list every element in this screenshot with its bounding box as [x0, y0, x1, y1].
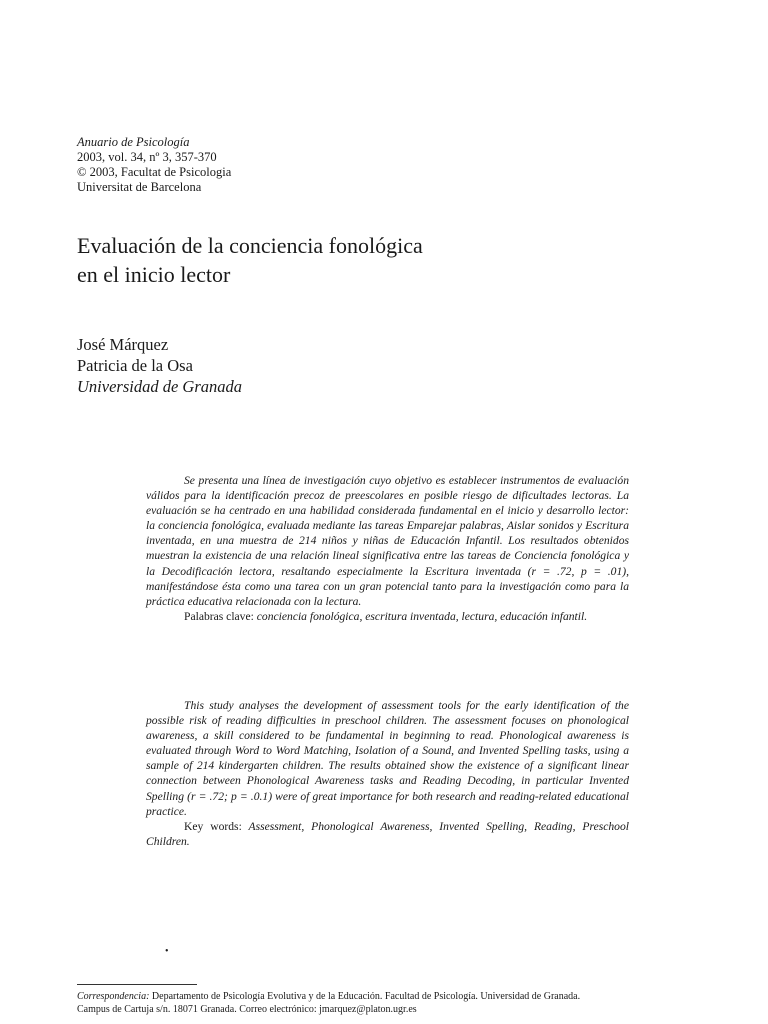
- footnote-label: Correspondencia:: [77, 991, 150, 1002]
- keywords-english: [146, 819, 629, 849]
- title-line-2: en el inicio lector: [77, 262, 231, 287]
- abstract-english: [146, 698, 629, 849]
- journal-header: [77, 135, 231, 195]
- footnote-line-1: [77, 991, 717, 1004]
- journal-copyright: © 2003, Facultat de Psicologia: [77, 165, 232, 179]
- keywords-list: Assessment, Phonological Awareness, Invented Spelling, Reading, Preschool Children.: [146, 819, 629, 848]
- journal-name: Anuario de Psicología: [77, 135, 190, 149]
- abstract-english-text: This study analyses the development of assessment tools for the early identification of the possible risk of reading difficulties in preschool children. The assessment focuses on phonological awareness, a skill considered to be fundamental in beginning to read. Phonological awareness is evaluated through Word to Word Matching, Isolation of a Sound, and Invented Spelling tasks, using a sample of 214 kindergarten children. The results obtained show the existence of a significant linear connection between Phonological Awareness tasks and Reading Decoding, in particular Invented Spelling (r = .72; p = .0.1) were of great importance for both research and reading-related educational practice.: [146, 699, 629, 818]
- keywords-spanish: [146, 609, 629, 624]
- correspondence-footnote: [77, 991, 717, 1016]
- journal-issue: 2003, vol. 34, nº 3, 357-370: [77, 150, 217, 164]
- stray-mark: •: [165, 946, 169, 957]
- title-line-1: Evaluación de la conciencia fonológica: [77, 233, 423, 258]
- author-block: [77, 334, 242, 397]
- abstract-spanish-text: Se presenta una línea de investigación cuyo objetivo es establecer instrumentos de evaluación válidos para la identificación precoz de preescolares en posible riesgo de dificultades lectoras. La evaluación se ha centrado en una habilidad considerada fundamental en el inicio y desarrollo lector: la conciencia fonológica, evaluada mediante las tareas Emparejar palabras, Aislar sonidos y Escritura inventada, en una muestra de 214 niños y niñas de Educación Infantil. Los resultados obtenidos muestran la existencia de una relación lineal significativa entre las tareas de Conciencia fonológica y la Decodificación lectora, resaltando especialmente la Escritura inventada (r = .72, p = .01), manifestándose ésta como una tarea con un gran potencial tanto para la investigación como para la práctica educativa relacionada con la lectura.: [146, 474, 629, 608]
- author-affiliation: Universidad de Granada: [77, 377, 242, 396]
- footnote-line-2: Campus de Cartuja s/n. 18071 Granada. Correo electrónico: jmarquez@platon.ugr.es: [77, 1003, 417, 1015]
- footnote-address: Departamento de Psicología Evolutiva y de la Educación. Facultad de Psicología. Universidad de Granada.: [151, 991, 581, 1002]
- footnote-divider: [77, 984, 197, 985]
- keywords-list: conciencia fonológica, escritura inventada, lectura, educación infantil.: [256, 609, 588, 623]
- keywords-label: Key words:: [184, 819, 242, 833]
- paper-title: [77, 231, 677, 289]
- author-name: Patricia de la Osa: [77, 356, 193, 375]
- journal-university: Universitat de Barcelona: [77, 180, 202, 194]
- author-name: José Márquez: [77, 335, 169, 354]
- keywords-label: Palabras clave:: [184, 609, 254, 623]
- abstract-spanish: [146, 473, 629, 624]
